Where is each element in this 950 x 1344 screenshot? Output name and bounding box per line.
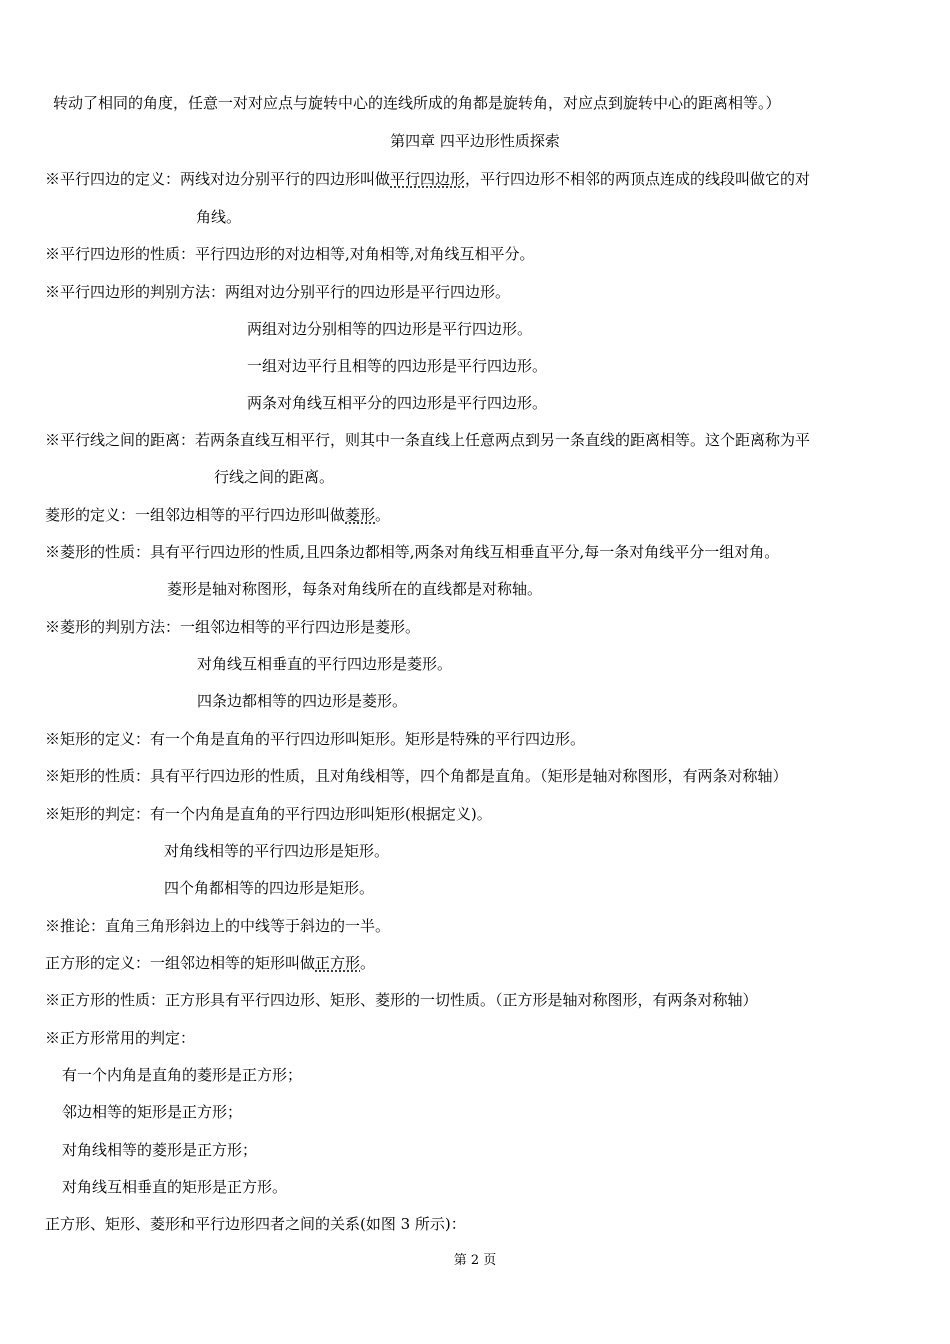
square-definition	[45, 953, 375, 973]
chapter-title: 第四章 四平边形性质探索	[390, 132, 560, 150]
definition-suffix: ，平行四边形不相邻的两顶点连成的线段叫做它的对	[465, 170, 811, 188]
square-judge-item: 有一个内角是直角的菱形是正方形；	[62, 1066, 303, 1084]
rhombus-properties: ※菱形的性质：具有平行四边形的性质,且四条边都相等,两条对角线互相垂直平分,每一条对角线平分一组对角。	[45, 543, 780, 561]
parallelogram-definition	[45, 169, 810, 189]
page-number: 第 2 页	[453, 1253, 497, 1268]
parallelogram-properties: ※平行四边形的性质：平行四边形的对边相等,对角相等,对角线互相平分。	[45, 245, 535, 263]
rectangle-judge-title: ※矩形的判定：有一个内角是直角的平行四边形叫矩形(根据定义)。	[45, 805, 492, 823]
term-parallelogram: 平行四边形	[390, 170, 466, 188]
parallel-distance-cont: 行线之间的距离。	[214, 468, 335, 486]
definition-suffix: 。	[375, 506, 391, 524]
parallelogram-judge-item: 两组对边分别相等的四边形是平行四边形。	[247, 320, 533, 338]
square-judge-item: 对角线相等的菱形是正方形；	[62, 1141, 258, 1159]
square-judge-title: ※正方形常用的判定：	[45, 1029, 196, 1047]
rectangle-properties: ※矩形的性质：具有平行四边形的性质，且对角线相等，四个角都是直角。（矩形是轴对称图形，有两条对称轴）	[45, 767, 788, 785]
parallelogram-judge-item: 一组对边平行且相等的四边形是平行四边形。	[247, 357, 548, 375]
term-rhombus: 菱形	[345, 506, 376, 524]
rhombus-judge-item: 四条边都相等的四边形是菱形。	[197, 692, 408, 710]
definition-prefix: ※平行四边的定义：两线对边分别平行的四边形叫做	[45, 170, 391, 188]
corollary: ※推论：直角三角形斜边上的中线等于斜边的一半。	[45, 917, 391, 935]
parallel-distance: ※平行线之间的距离：若两条直线互相平行，则其中一条直线上任意两点到另一条直线的距离相等。这个距离称为平	[45, 431, 811, 449]
parallelogram-judge-item: 两条对角线互相平分的四边形是平行四边形。	[247, 394, 548, 412]
parallelogram-judge-title: ※平行四边形的判别方法：两组对边分别平行的四边形是平行四边形。	[45, 283, 511, 301]
square-properties: ※正方形的性质：正方形具有平行四边形、矩形、菱形的一切性质。（正方形是轴对称图形，有两条对称轴）	[45, 991, 758, 1009]
rhombus-judge-item: 对角线互相垂直的平行四边形是菱形。	[197, 655, 453, 673]
rectangle-judge-item: 四个角都相等的四边形是矩形。	[164, 879, 375, 897]
definition-prefix: 菱形的定义：一组邻边相等的平行四边形叫做	[45, 506, 346, 524]
rhombus-definition	[45, 505, 390, 525]
square-judge-item: 邻边相等的矩形是正方形；	[62, 1103, 243, 1121]
rectangle-definition: ※矩形的定义：有一个角是直角的平行四边形叫矩形。矩形是特殊的平行四边形。	[45, 730, 586, 748]
relation-text: 正方形、矩形、菱形和平行边形四者之间的关系(如图 3 所示)：	[45, 1215, 466, 1233]
rhombus-judge-title: ※菱形的判别方法：一组邻边相等的平行四边形是菱形。	[45, 618, 421, 636]
definition-suffix: 。	[360, 954, 376, 972]
intro-text: 转动了相同的角度，任意一对对应点与旋转中心的连线所成的角都是旋转角，对应点到旋转中心的距离相等。）	[53, 94, 781, 112]
term-square: 正方形	[315, 954, 361, 972]
square-judge-item: 对角线互相垂直的矩形是正方形。	[62, 1178, 288, 1196]
rhombus-properties-cont: 菱形是轴对称图形，每条对角线所在的直线都是对称轴。	[167, 580, 543, 598]
parallelogram-definition-cont: 角线。	[196, 208, 242, 226]
rectangle-judge-item: 对角线相等的平行四边形是矩形。	[164, 842, 390, 860]
definition-prefix: 正方形的定义：一组邻边相等的矩形叫做	[45, 954, 316, 972]
